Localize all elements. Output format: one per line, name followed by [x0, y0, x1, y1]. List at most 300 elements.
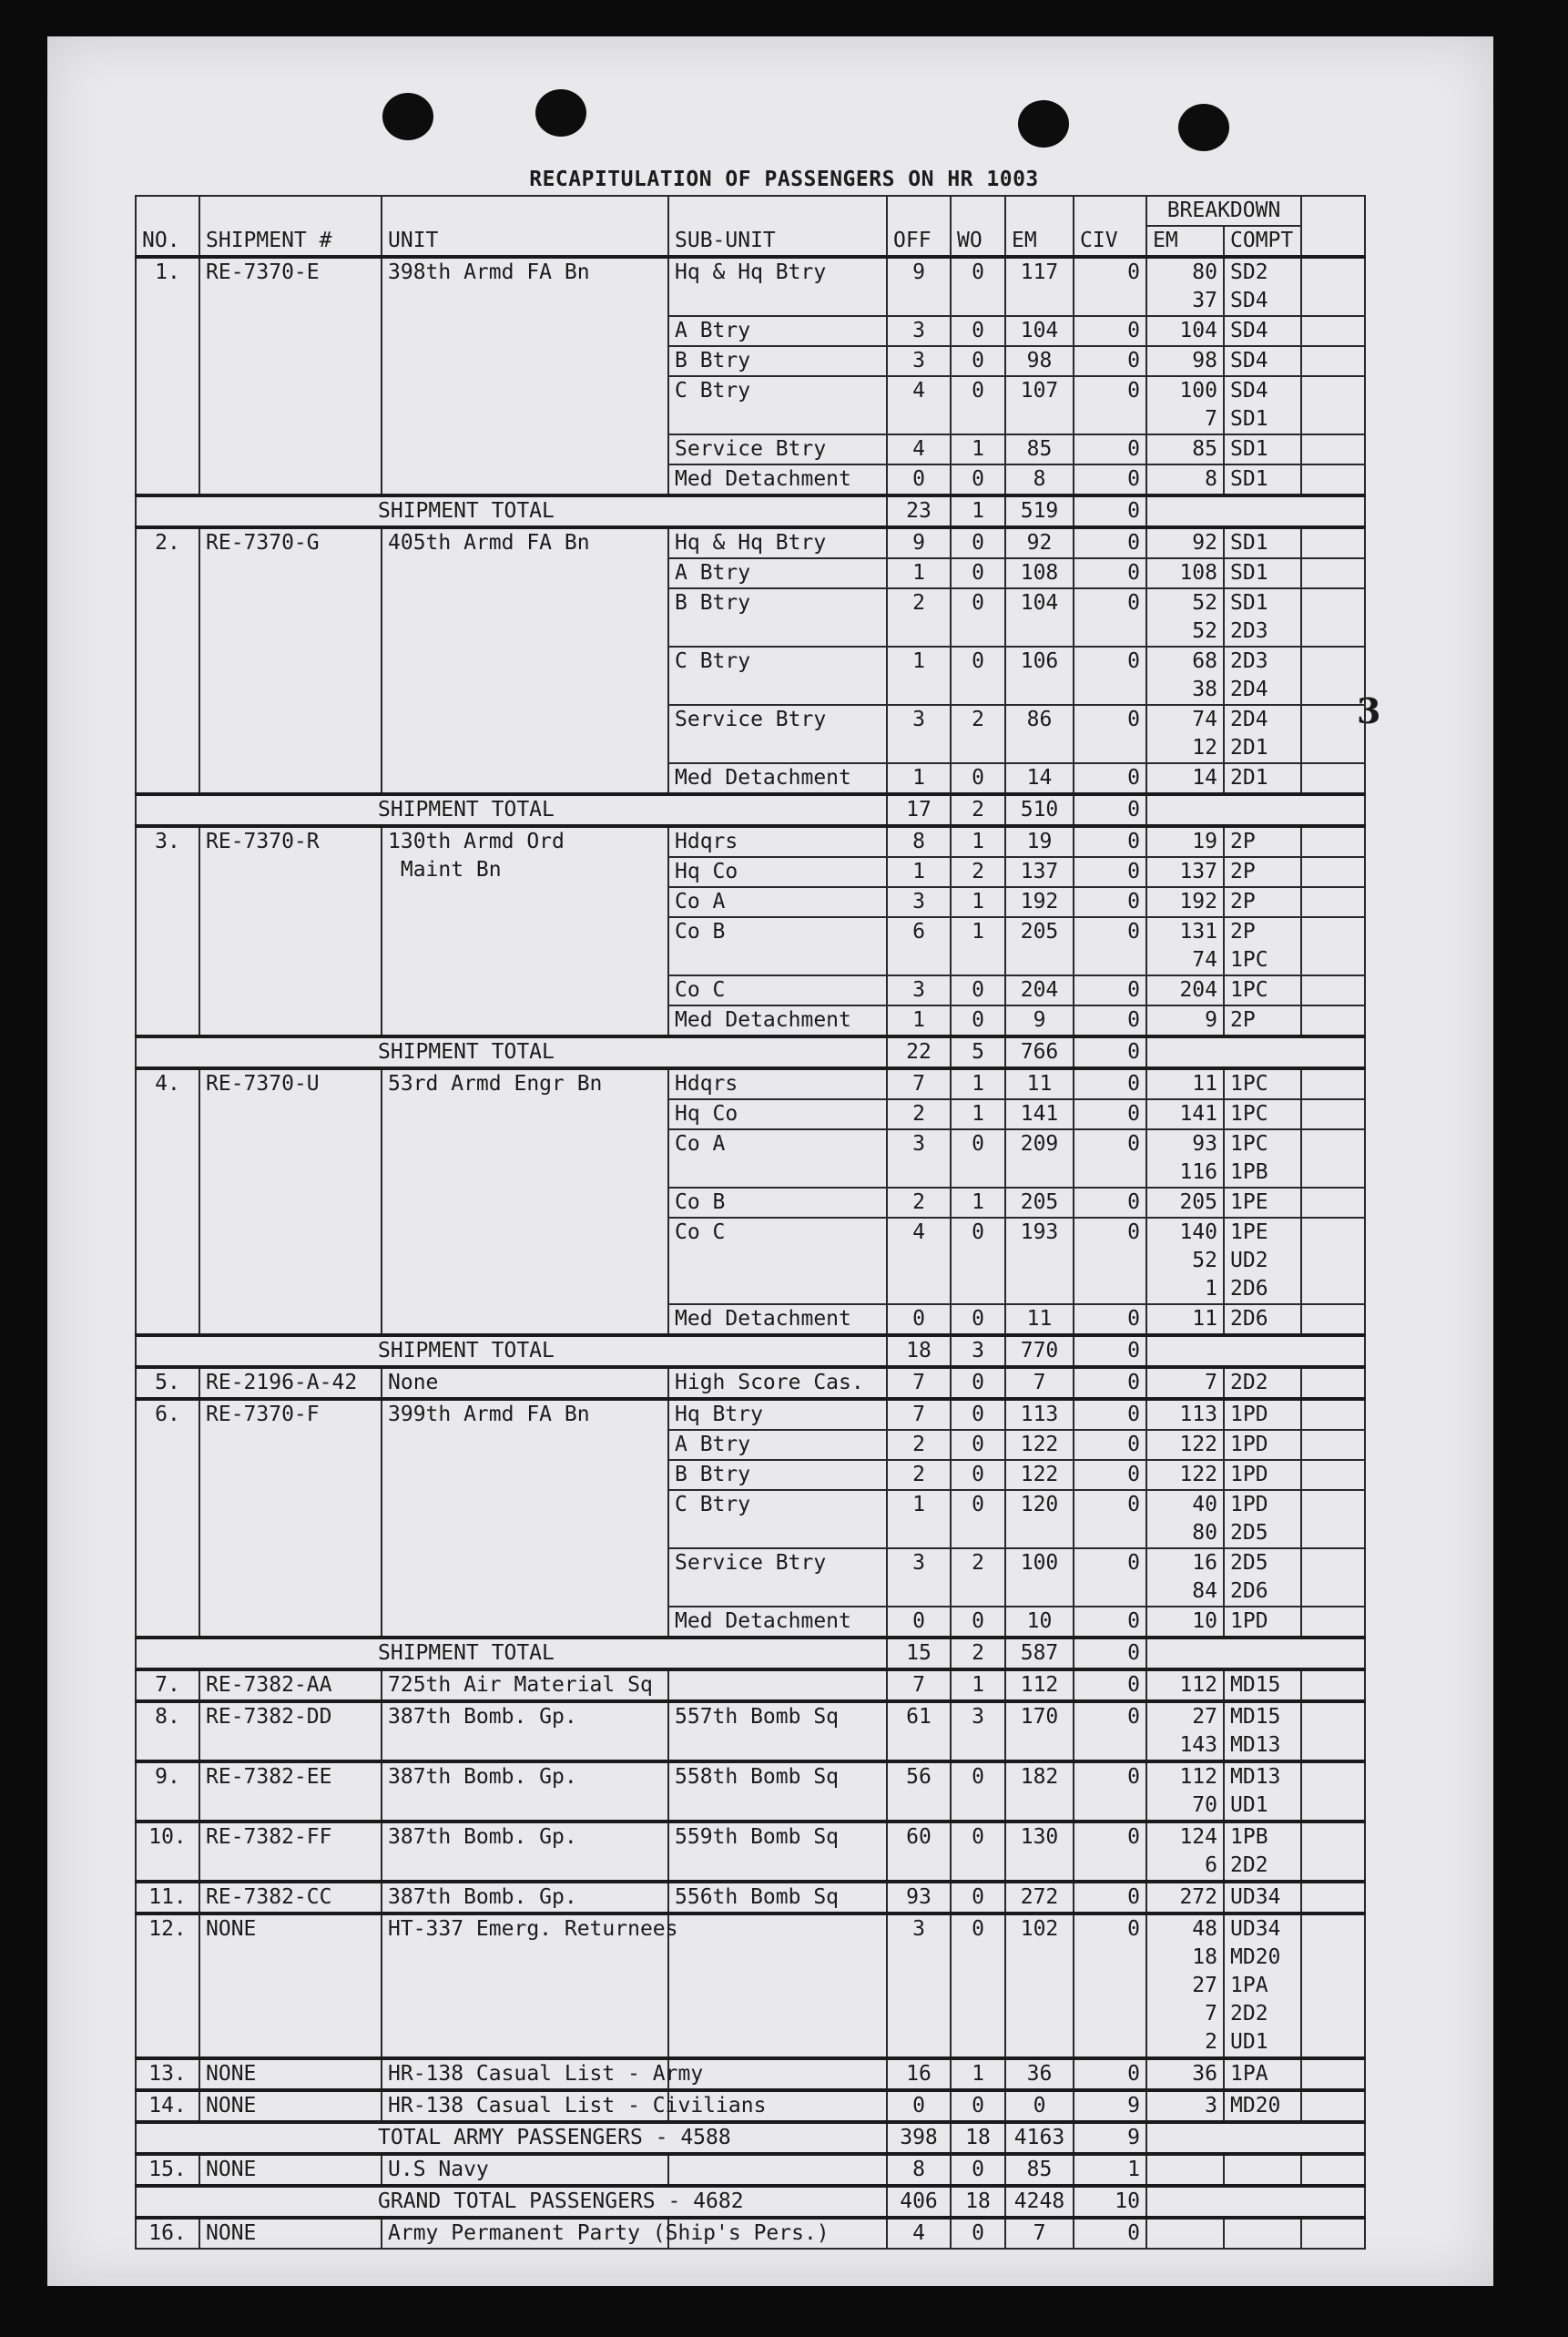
row-blank — [1301, 917, 1365, 975]
row-off: 3 — [887, 1129, 951, 1188]
row-em: 122 — [1005, 1460, 1074, 1490]
row-bd-compt — [1224, 1822, 1301, 1882]
row-blank — [1301, 647, 1365, 705]
row-no: 4. — [136, 1068, 199, 1335]
row-unit — [382, 1882, 668, 1913]
table-body — [136, 257, 1365, 2249]
row-blank — [1301, 1188, 1365, 1218]
row-bd-em — [1146, 588, 1224, 647]
row-off: 7 — [887, 1669, 951, 1701]
header-no: NO. — [136, 196, 199, 257]
row-shipment: NONE — [199, 2154, 382, 2186]
total-bd-em — [1146, 794, 1365, 826]
total-em: 766 — [1005, 1036, 1074, 1068]
row-bd-compt — [1224, 588, 1301, 647]
row-em: 108 — [1005, 558, 1074, 588]
row-bd-compt — [1224, 1430, 1301, 1460]
bd-compt-value: UD34 — [1230, 1917, 1281, 1941]
row-bd-em — [1146, 917, 1224, 975]
bd-compt-value: 2D6 — [1230, 1277, 1268, 1301]
bd-compt-value: UD34 — [1230, 1885, 1281, 1909]
total-wo: 18 — [951, 2122, 1005, 2154]
row-civ: 0 — [1074, 2218, 1146, 2249]
row-unit — [382, 1822, 668, 1882]
row-civ: 0 — [1074, 857, 1146, 887]
row-bd-compt — [1224, 887, 1301, 917]
row-bd-compt — [1224, 1068, 1301, 1099]
row-subunit: A Btry — [668, 316, 887, 346]
row-blank — [1301, 257, 1365, 316]
table-row — [136, 1761, 1365, 1822]
bd-em-value: 48 — [1192, 1917, 1217, 1941]
row-bd-em — [1146, 975, 1224, 1005]
row-off: 6 — [887, 917, 951, 975]
row-wo: 1 — [951, 917, 1005, 975]
row-bd-compt — [1224, 1701, 1301, 1761]
row-em: 102 — [1005, 1913, 1074, 2058]
row-off: 9 — [887, 527, 951, 558]
row-shipment: RE-2196-A-42 — [199, 1367, 382, 1399]
bd-em-value: 68 — [1192, 649, 1217, 673]
row-bd-compt — [1224, 1913, 1301, 2058]
row-shipment: RE-7370-U — [199, 1068, 382, 1335]
bd-em-value: 40 — [1192, 1493, 1217, 1516]
row-em: 9 — [1005, 1005, 1074, 1036]
total-label: TOTAL ARMY PASSENGERS - 4588 — [136, 2122, 887, 2154]
header-civ: CIV — [1074, 196, 1146, 257]
table-row — [136, 1399, 1365, 1430]
total-off: 18 — [887, 1335, 951, 1367]
bd-compt-value: 1PC — [1230, 978, 1268, 1002]
bd-em-value: 141 — [1179, 1102, 1217, 1126]
row-off: 60 — [887, 1822, 951, 1882]
document-title: RECAPITULATION OF PASSENGERS ON HR 1003 — [529, 168, 1039, 191]
bd-em-value: 137 — [1179, 860, 1217, 883]
row-off: 4 — [887, 1218, 951, 1304]
row-blank — [1301, 1822, 1365, 1882]
row-civ: 9 — [1074, 2090, 1146, 2122]
total-wo: 3 — [951, 1335, 1005, 1367]
bd-compt-value: 2D6 — [1230, 1307, 1268, 1331]
unit-line: 405th Armd FA Bn — [388, 531, 590, 555]
bd-compt-value: SD4 — [1230, 349, 1268, 372]
punch-hole-3 — [1018, 100, 1069, 148]
row-bd-em — [1146, 1068, 1224, 1099]
row-bd-compt — [1224, 2154, 1301, 2186]
header-em: EM — [1005, 196, 1074, 257]
bd-em-value: 27 — [1192, 1974, 1217, 1997]
bd-compt-value: 1PA — [1230, 1974, 1268, 1997]
row-off: 9 — [887, 257, 951, 316]
unit-line: HR-138 Casual List - Army — [388, 2062, 704, 2086]
bd-compt-value: 2D5 — [1230, 1551, 1268, 1575]
bd-compt-value: 2D6 — [1230, 1579, 1268, 1603]
row-off: 0 — [887, 2090, 951, 2122]
row-wo: 0 — [951, 464, 1005, 495]
row-bd-compt — [1224, 464, 1301, 495]
total-row — [136, 1036, 1365, 1068]
row-wo: 0 — [951, 1129, 1005, 1188]
row-subunit: Co A — [668, 887, 887, 917]
row-shipment: RE-7382-AA — [199, 1669, 382, 1701]
bd-compt-value: 1PD — [1230, 1403, 1268, 1426]
bd-compt-value: MD20 — [1230, 1945, 1281, 1969]
row-blank — [1301, 1882, 1365, 1913]
bd-em-value: 113 — [1179, 1403, 1217, 1426]
row-shipment: RE-7382-EE — [199, 1761, 382, 1822]
row-off: 61 — [887, 1701, 951, 1761]
row-bd-em — [1146, 1304, 1224, 1335]
punch-hole-1 — [382, 93, 433, 140]
row-civ: 0 — [1074, 434, 1146, 464]
row-shipment: RE-7370-G — [199, 527, 382, 794]
row-em: 104 — [1005, 316, 1074, 346]
row-blank — [1301, 588, 1365, 647]
row-civ: 0 — [1074, 826, 1146, 857]
row-bd-compt — [1224, 1218, 1301, 1304]
row-off: 1 — [887, 857, 951, 887]
unit-line: 53rd Armd Engr Bn — [388, 1072, 603, 1096]
total-wo: 18 — [951, 2186, 1005, 2218]
row-blank — [1301, 558, 1365, 588]
row-unit — [382, 1761, 668, 1822]
row-blank — [1301, 346, 1365, 376]
row-bd-compt — [1224, 434, 1301, 464]
row-em: 14 — [1005, 763, 1074, 794]
row-bd-em — [1146, 1548, 1224, 1607]
row-wo: 0 — [951, 2090, 1005, 2122]
table-row — [136, 257, 1365, 316]
row-bd-em — [1146, 376, 1224, 434]
row-subunit: Service Btry — [668, 705, 887, 763]
row-civ: 0 — [1074, 2058, 1146, 2090]
row-bd-em — [1146, 316, 1224, 346]
unit-line: 130th Armd Ord — [388, 830, 565, 853]
bd-compt-value: 1PD — [1230, 1433, 1268, 1456]
bd-em-value: 36 — [1192, 2062, 1217, 2086]
row-blank — [1301, 1129, 1365, 1188]
bd-em-value: 38 — [1192, 678, 1217, 701]
row-em: 86 — [1005, 705, 1074, 763]
bd-em-value: 19 — [1192, 830, 1217, 853]
row-bd-em — [1146, 1188, 1224, 1218]
total-civ: 0 — [1074, 794, 1146, 826]
header-wo: WO — [951, 196, 1005, 257]
row-wo: 0 — [951, 257, 1005, 316]
row-off: 2 — [887, 588, 951, 647]
bd-em-value: 3 — [1205, 2094, 1217, 2118]
row-civ: 0 — [1074, 1367, 1146, 1399]
row-blank — [1301, 1399, 1365, 1430]
total-off: 398 — [887, 2122, 951, 2154]
row-wo: 0 — [951, 1304, 1005, 1335]
bd-em-value: 93 — [1192, 1132, 1217, 1156]
total-em: 519 — [1005, 495, 1074, 527]
row-wo: 1 — [951, 1188, 1005, 1218]
row-wo: 0 — [951, 1367, 1005, 1399]
row-em: 10 — [1005, 1607, 1074, 1638]
unit-line: 387th Bomb. Gp. — [388, 1705, 577, 1729]
row-unit — [382, 2090, 767, 2122]
bd-em-value: 205 — [1179, 1190, 1217, 1214]
total-row — [136, 2122, 1365, 2154]
row-blank — [1301, 1304, 1365, 1335]
row-blank — [1301, 1548, 1365, 1607]
bd-compt-value: 2D2 — [1230, 1371, 1268, 1394]
bd-compt-value: SD1 — [1230, 407, 1268, 431]
row-em: 122 — [1005, 1430, 1074, 1460]
row-bd-compt — [1224, 1490, 1301, 1548]
row-wo: 0 — [951, 1399, 1005, 1430]
row-em: 205 — [1005, 1188, 1074, 1218]
row-civ: 0 — [1074, 975, 1146, 1005]
row-civ: 0 — [1074, 1913, 1146, 2058]
unit-line: Maint Bn — [388, 858, 502, 882]
row-subunit: Med Detachment — [668, 464, 887, 495]
bd-compt-value: UD1 — [1230, 1793, 1268, 1817]
bd-em-value: 52 — [1192, 591, 1217, 615]
row-wo: 0 — [951, 376, 1005, 434]
row-wo: 0 — [951, 1005, 1005, 1036]
row-off: 8 — [887, 2154, 951, 2186]
bd-compt-value: 1PB — [1230, 1825, 1268, 1849]
row-wo: 0 — [951, 527, 1005, 558]
row-wo: 0 — [951, 346, 1005, 376]
row-bd-em — [1146, 1882, 1224, 1913]
total-off: 17 — [887, 794, 951, 826]
header-unit: UNIT — [382, 196, 668, 257]
row-wo: 0 — [951, 1218, 1005, 1304]
row-bd-em — [1146, 1099, 1224, 1129]
row-blank — [1301, 1430, 1365, 1460]
total-bd-em — [1146, 1036, 1365, 1068]
row-blank — [1301, 527, 1365, 558]
table-row — [136, 1068, 1365, 1099]
row-bd-em — [1146, 887, 1224, 917]
row-wo: 1 — [951, 1099, 1005, 1129]
bd-em-value: 74 — [1192, 948, 1217, 972]
row-bd-compt — [1224, 1399, 1301, 1430]
row-shipment: NONE — [199, 2090, 382, 2122]
row-civ: 0 — [1074, 558, 1146, 588]
row-civ: 0 — [1074, 1005, 1146, 1036]
row-unit — [382, 257, 668, 495]
row-wo: 0 — [951, 975, 1005, 1005]
row-civ: 0 — [1074, 1490, 1146, 1548]
row-subunit: 557th Bomb Sq — [668, 1701, 887, 1761]
row-shipment: RE-7370-F — [199, 1399, 382, 1638]
row-shipment: NONE — [199, 1913, 382, 2058]
bd-em-value: 18 — [1192, 1945, 1217, 1969]
row-blank — [1301, 316, 1365, 346]
total-em: 587 — [1005, 1638, 1074, 1669]
row-subunit: A Btry — [668, 1430, 887, 1460]
bd-compt-value: 1PD — [1230, 1493, 1268, 1516]
row-bd-compt — [1224, 1669, 1301, 1701]
row-unit — [382, 2218, 830, 2249]
row-subunit: Service Btry — [668, 1548, 887, 1607]
row-bd-em — [1146, 434, 1224, 464]
row-em: 137 — [1005, 857, 1074, 887]
bd-compt-value: 1PC — [1230, 1132, 1268, 1156]
total-bd-em — [1146, 495, 1365, 527]
row-no: 11. — [136, 1882, 199, 1913]
row-subunit: Med Detachment — [668, 1304, 887, 1335]
bd-compt-value: MD15 — [1230, 1673, 1281, 1697]
row-civ: 0 — [1074, 1304, 1146, 1335]
row-subunit: Co B — [668, 917, 887, 975]
header-bd-compt: COMPT — [1224, 226, 1301, 257]
row-bd-compt — [1224, 1882, 1301, 1913]
row-off: 4 — [887, 376, 951, 434]
bd-compt-value: 1PC — [1230, 948, 1268, 972]
row-no: 14. — [136, 2090, 199, 2122]
row-wo: 0 — [951, 1822, 1005, 1882]
row-off: 93 — [887, 1882, 951, 1913]
row-civ: 0 — [1074, 705, 1146, 763]
row-em: 7 — [1005, 2218, 1074, 2249]
table-row — [136, 1701, 1365, 1761]
row-civ: 0 — [1074, 1218, 1146, 1304]
table-row — [136, 826, 1365, 857]
bd-em-value: 37 — [1192, 289, 1217, 312]
unit-line: HT-337 Emerg. Returnees — [388, 1917, 678, 1941]
total-label: SHIPMENT TOTAL — [136, 1335, 887, 1367]
row-wo: 0 — [951, 1882, 1005, 1913]
bd-compt-value: 1PD — [1230, 1463, 1268, 1486]
bd-compt-value: 2D4 — [1230, 678, 1268, 701]
bd-em-value: 85 — [1192, 437, 1217, 461]
row-blank — [1301, 826, 1365, 857]
row-wo: 1 — [951, 1068, 1005, 1099]
row-bd-compt — [1224, 1367, 1301, 1399]
bd-compt-value: 2D1 — [1230, 736, 1268, 760]
row-em: 11 — [1005, 1068, 1074, 1099]
row-civ: 0 — [1074, 257, 1146, 316]
row-civ: 0 — [1074, 1430, 1146, 1460]
row-blank — [1301, 1761, 1365, 1822]
row-bd-em — [1146, 1430, 1224, 1460]
header-bd-em: EM — [1146, 226, 1224, 257]
bd-em-value: 52 — [1192, 619, 1217, 643]
bd-compt-value: UD1 — [1230, 2030, 1268, 2054]
row-wo: 1 — [951, 2058, 1005, 2090]
bd-compt-value: SD1 — [1230, 591, 1268, 615]
row-blank — [1301, 705, 1365, 763]
header-subunit: SUB-UNIT — [668, 196, 887, 257]
row-no: 10. — [136, 1822, 199, 1882]
row-no: 15. — [136, 2154, 199, 2186]
row-bd-compt — [1224, 647, 1301, 705]
row-off: 3 — [887, 705, 951, 763]
row-bd-em — [1146, 1701, 1224, 1761]
row-unit — [382, 1367, 668, 1399]
row-bd-em — [1146, 558, 1224, 588]
bd-compt-value: 2D2 — [1230, 1853, 1268, 1877]
row-subunit: Hdqrs — [668, 826, 887, 857]
row-no: 5. — [136, 1367, 199, 1399]
row-no: 13. — [136, 2058, 199, 2090]
bd-compt-value: SD4 — [1230, 379, 1268, 403]
total-off: 22 — [887, 1036, 951, 1068]
bd-em-value: 122 — [1179, 1433, 1217, 1456]
bd-compt-value: 1PC — [1230, 1102, 1268, 1126]
row-civ: 0 — [1074, 1548, 1146, 1607]
row-bd-compt — [1224, 1607, 1301, 1638]
row-wo: 2 — [951, 705, 1005, 763]
bd-em-value: 11 — [1192, 1072, 1217, 1096]
row-off: 1 — [887, 647, 951, 705]
total-em: 4163 — [1005, 2122, 1074, 2154]
total-wo: 2 — [951, 1638, 1005, 1669]
row-subunit: Hdqrs — [668, 1068, 887, 1099]
row-shipment: RE-7382-DD — [199, 1701, 382, 1761]
row-em: 193 — [1005, 1218, 1074, 1304]
row-subunit: B Btry — [668, 346, 887, 376]
row-subunit: Service Btry — [668, 434, 887, 464]
bd-em-value: 7 — [1205, 1371, 1217, 1394]
row-wo: 0 — [951, 588, 1005, 647]
total-row — [136, 794, 1365, 826]
row-off: 3 — [887, 316, 951, 346]
header-shipment: SHIPMENT # — [199, 196, 382, 257]
row-no: 3. — [136, 826, 199, 1036]
row-bd-compt — [1224, 826, 1301, 857]
row-wo: 0 — [951, 763, 1005, 794]
row-em: 112 — [1005, 1669, 1074, 1701]
row-off: 4 — [887, 2218, 951, 2249]
row-subunit: Hq Co — [668, 1099, 887, 1129]
row-off: 3 — [887, 1913, 951, 2058]
row-em: 100 — [1005, 1548, 1074, 1607]
row-bd-compt — [1224, 527, 1301, 558]
unit-line: 398th Armd FA Bn — [388, 260, 590, 284]
row-off: 1 — [887, 763, 951, 794]
row-wo: 1 — [951, 887, 1005, 917]
row-wo: 0 — [951, 558, 1005, 588]
row-off: 56 — [887, 1761, 951, 1822]
row-off: 7 — [887, 1399, 951, 1430]
row-wo: 0 — [951, 1607, 1005, 1638]
bd-compt-value: SD2 — [1230, 260, 1268, 284]
bd-compt-value: 1PE — [1230, 1190, 1268, 1214]
table-row — [136, 1669, 1365, 1701]
bd-compt-value: 1PC — [1230, 1072, 1268, 1096]
row-off: 2 — [887, 1188, 951, 1218]
row-subunit — [668, 1669, 887, 1701]
row-bd-compt — [1224, 2058, 1301, 2090]
row-off: 0 — [887, 1304, 951, 1335]
row-civ: 0 — [1074, 647, 1146, 705]
row-subunit: High Score Cas. — [668, 1367, 887, 1399]
row-bd-em — [1146, 2090, 1224, 2122]
bd-em-value: 7 — [1205, 407, 1217, 431]
unit-line: U.S Navy — [388, 2158, 489, 2181]
row-shipment: RE-7382-FF — [199, 1822, 382, 1882]
row-em: 85 — [1005, 434, 1074, 464]
row-civ: 0 — [1074, 1099, 1146, 1129]
row-em: 117 — [1005, 257, 1074, 316]
bd-em-value: 112 — [1179, 1765, 1217, 1789]
row-no: 8. — [136, 1701, 199, 1761]
bd-compt-value: 2P — [1230, 890, 1256, 913]
row-bd-em — [1146, 2154, 1224, 2186]
row-unit — [382, 1913, 678, 2058]
row-bd-em — [1146, 1761, 1224, 1822]
row-civ: 0 — [1074, 1701, 1146, 1761]
row-subunit: Med Detachment — [668, 763, 887, 794]
total-civ: 9 — [1074, 2122, 1146, 2154]
